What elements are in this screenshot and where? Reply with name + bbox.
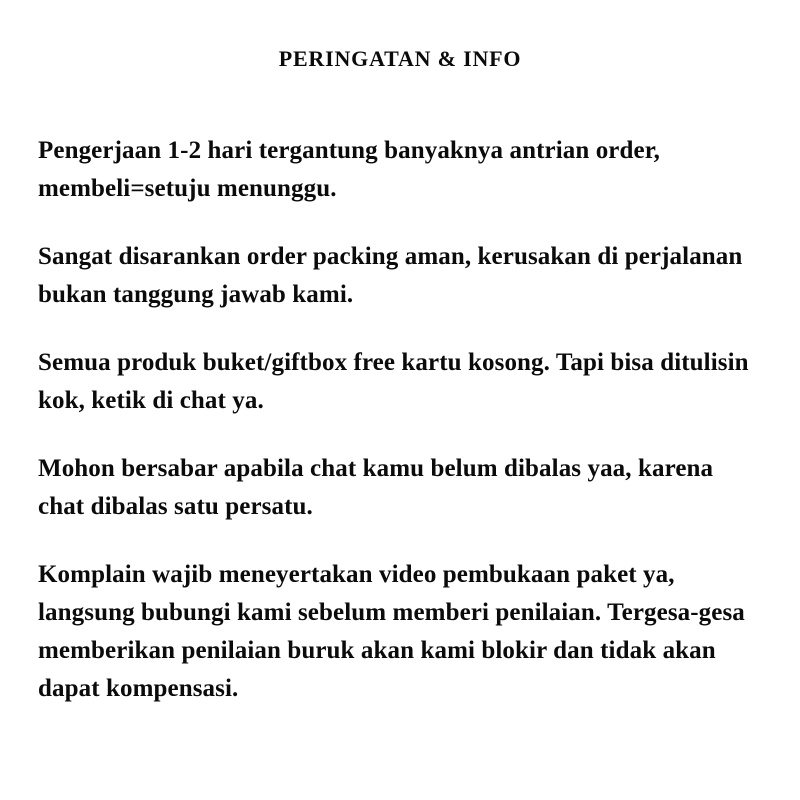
- notice-paragraph-komplain: Komplain wajib meneyertakan video pembukaan paket ya, langsung bubungi kami sebelum memberi penilaian. Tergesa-gesa memberikan penilaian buruk akan kami blokir dan tidak akan dapat kompensasi.: [38, 561, 745, 702]
- notice-paragraph-packing: Sangat disarankan order packing aman, kerusakan di perjalanan bukan tanggung jawab kami.: [38, 243, 743, 308]
- notice-paragraph-pengerjaan: Pengerjaan 1-2 hari tergantung banyaknya antrian order, membeli=setuju menunggu.: [38, 137, 660, 202]
- notice-paragraph-chat: Mohon bersabar apabila chat kamu belum dibalas yaa, karena chat dibalas satu persatu.: [38, 455, 714, 520]
- notice-paragraph-kartu: Semua produk buket/giftbox free kartu kosong. Tapi bisa ditulisin kok, ketik di chat ya.: [38, 349, 749, 414]
- page-title: PERINGATAN & INFO: [278, 46, 522, 71]
